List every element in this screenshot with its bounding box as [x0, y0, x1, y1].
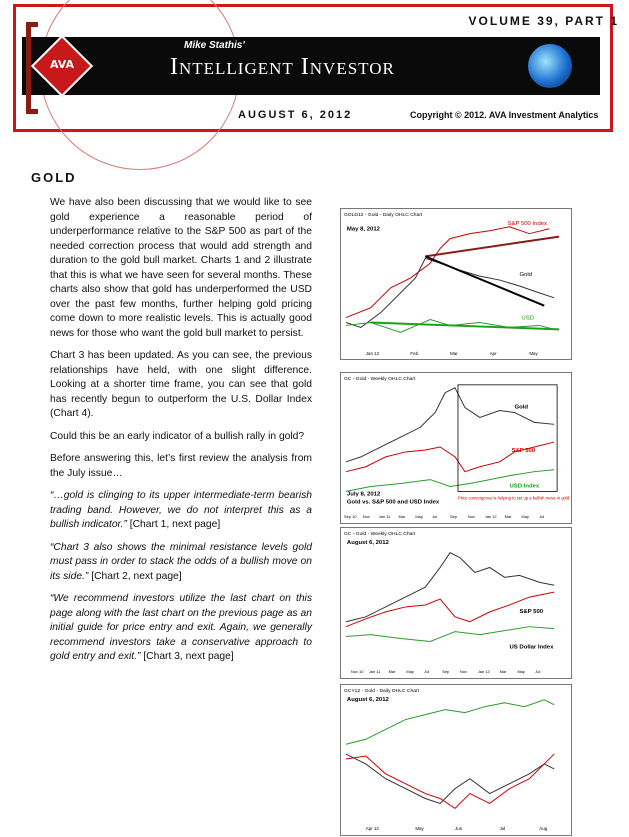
paragraph: Before answering this, let’s first review the analysis from the July issue…	[50, 453, 312, 479]
x-tick: Sep	[442, 669, 450, 675]
x-tick: May	[521, 514, 529, 520]
section-title: GOLD	[31, 170, 77, 185]
x-tick: May	[415, 514, 423, 520]
quote-text: “…gold is clinging to its upper intermediate-term bearish trading band. However, we do not interpret this as a bullish indicator.”	[50, 490, 312, 530]
chart-3	[340, 527, 572, 679]
chart-date: July 8, 2012	[346, 491, 381, 498]
chart-header: GC - Gold - Weekly OHLC Chart	[343, 376, 416, 382]
quote-ref: [Chart 3, next page]	[140, 651, 234, 662]
chart-date: August 6, 2012	[346, 696, 389, 703]
chart-date: May 8, 2012	[346, 226, 380, 233]
x-tick: Jul	[499, 826, 506, 832]
x-tick: Nov	[467, 514, 475, 520]
label-sp500: S&P 500	[519, 608, 544, 615]
volume-label: VOLUME 39, PART 1	[468, 14, 619, 28]
chart-header: GC - Gold - Weekly OHLC Chart	[343, 531, 416, 537]
chart-header: GCY12 - Gold - Daily OHLC Chart	[343, 688, 420, 694]
x-tick: Mar	[450, 351, 458, 357]
chart-header: GOLD12 - Gold - Daily OHLC Chart	[343, 212, 423, 218]
x-tick: May	[529, 351, 538, 357]
x-tick: Mar	[504, 514, 512, 520]
x-tick: Mar	[388, 669, 396, 675]
x-tick: Jul	[539, 514, 545, 520]
x-tick: Jun	[455, 826, 463, 832]
x-tick: Jul	[424, 669, 430, 675]
x-tick: May	[517, 669, 525, 675]
x-tick: Jan 12	[477, 669, 490, 675]
x-tick: Mar	[398, 514, 406, 520]
quote-ref: [Chart 1, next page]	[126, 519, 221, 530]
issue-date: AUGUST 6, 2012	[238, 109, 353, 121]
brain-icon	[528, 44, 572, 88]
x-tick: Jan 12	[365, 351, 380, 357]
quote-text: “We recommend investors utilize the last chart on this page along with the last chart on the previous page as an initial guide for price entry and exit. Again, we generally recommend investors take a conservative approach to gold entry and exit.”	[50, 593, 312, 662]
chart-note: Price convergence is helping to set up a bullish move in gold	[457, 495, 570, 501]
chart-4	[340, 684, 572, 836]
x-tick: Sep	[450, 514, 458, 520]
x-tick: Sep 10	[343, 514, 357, 520]
chart-2	[340, 372, 572, 524]
label-sp500: S&P 500 Index	[507, 220, 548, 227]
quote	[50, 489, 312, 533]
quote-ref: [Chart 2, next page]	[88, 570, 182, 582]
x-tick: Jul	[432, 514, 438, 520]
x-tick: Jul	[535, 669, 541, 675]
article-body	[50, 196, 312, 673]
x-tick: Nov	[459, 669, 467, 675]
paragraph: Could this be an early indicator of a bullish rally in gold?	[50, 430, 305, 442]
label-gold: Gold	[519, 272, 532, 279]
x-tick: Jan 11	[368, 669, 381, 675]
chart-1	[340, 208, 572, 360]
paragraph: We have also been discussing that we would like to see gold experience a reasonable period of underperformance relative to the S&P 500 as part of the needed correction process that would add strength and duration to the gold bull market. Charts 1 and 2 illustrate that this is what we have seen for several months. These charts also show that gold has underperformed the USD over the past few months, further helping gold pricing come down to more realistic levels. This is actually good news for those who want the gold bull market to persist.	[50, 197, 312, 339]
label-sp500: S&P 500	[511, 447, 536, 454]
quote	[50, 592, 312, 665]
x-tick: Nov 10	[350, 669, 364, 675]
x-tick: Jan 12	[484, 514, 497, 520]
logo-text: AVA	[49, 58, 75, 71]
x-tick: Apr 12	[365, 826, 379, 832]
chart-date: August 6, 2012	[346, 539, 389, 546]
label-usd: USD Index	[509, 483, 540, 490]
paragraph: Chart 3 has been updated. As you can see, the previous relationships have held, with one slight difference. Looking at a shorter time frame, you can see that gold has recently begun to outperform the U.S. Dollar Index (Chart 4).	[50, 350, 312, 419]
quote-text: “Chart 3 also shows the minimal resistance levels gold must pass in order to stack the odds of a bullish move on its side.”	[50, 541, 312, 582]
copyright: Copyright © 2012. AVA Investment Analytics	[410, 110, 599, 120]
x-tick: Nov	[362, 514, 370, 520]
x-tick: Mar	[499, 669, 507, 675]
x-tick: Aug	[539, 826, 548, 832]
author-name: Mike Stathis'	[184, 40, 245, 51]
newsletter-title: Intelligent Investor	[170, 54, 395, 80]
x-tick: Apr	[489, 351, 497, 357]
label-usd: US Dollar Index	[509, 644, 554, 651]
x-tick: May	[406, 669, 414, 675]
label-usd: USD	[521, 315, 534, 322]
x-tick: May	[415, 826, 424, 832]
label-gold: Gold	[514, 404, 529, 411]
chart-subtitle: Gold vs. S&P 500 and USD Index	[346, 499, 440, 506]
x-tick: Jan 11	[378, 514, 391, 520]
x-tick: Feb	[410, 351, 419, 357]
quote	[50, 541, 312, 585]
